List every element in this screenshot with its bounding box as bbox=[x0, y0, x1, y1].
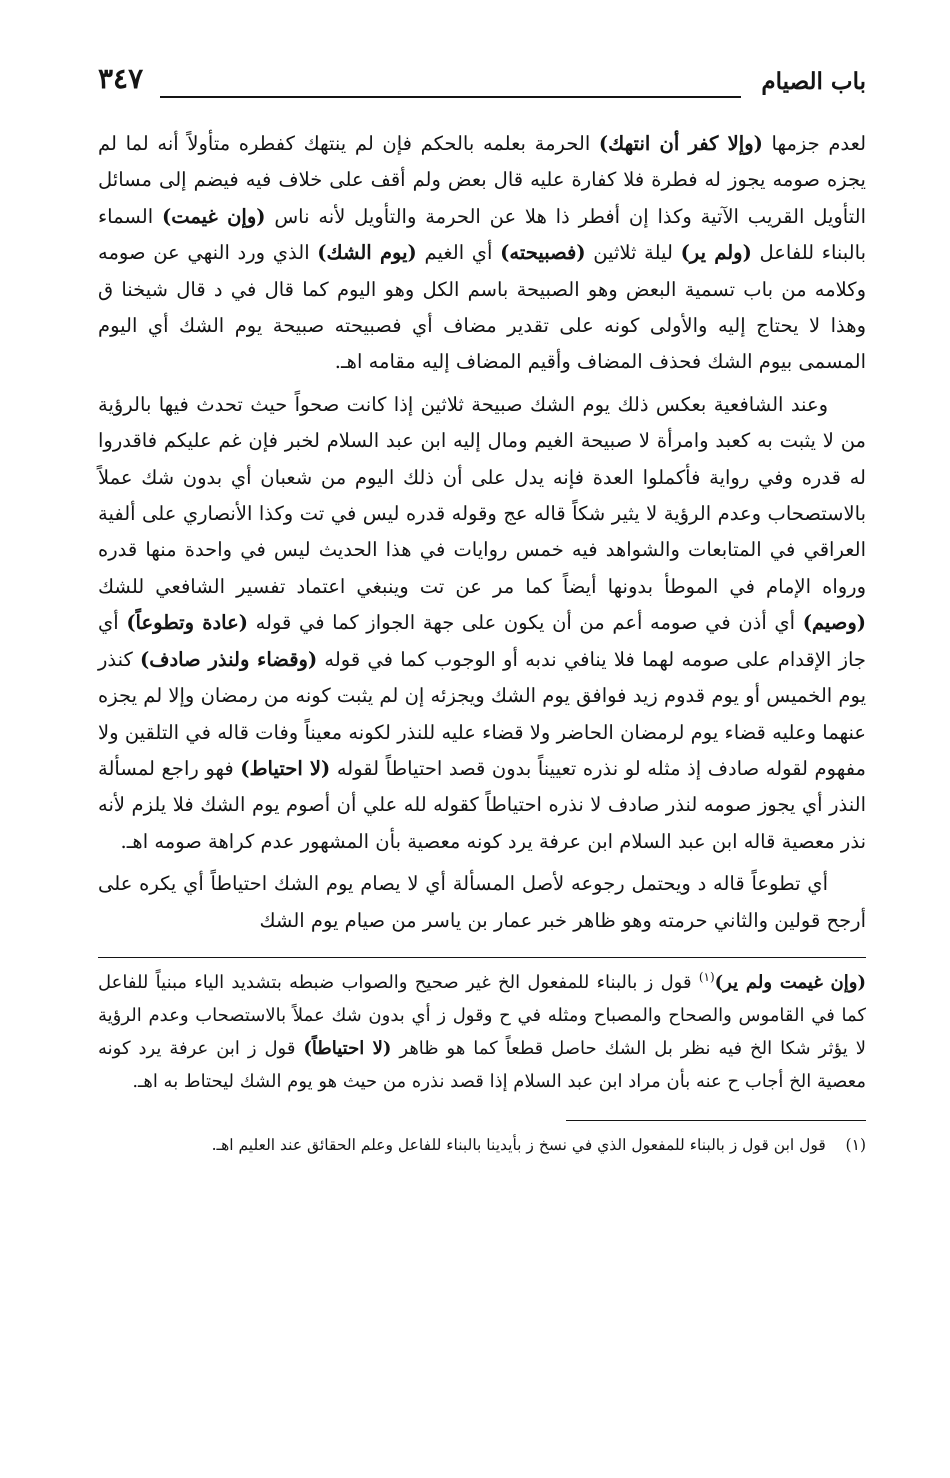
quoted-matn-text: (وصيم) bbox=[802, 611, 866, 635]
quoted-matn-text: (لا احتياطاً) bbox=[303, 1037, 392, 1059]
page bbox=[98, 62, 866, 1159]
footnote-reference: (١) bbox=[698, 969, 715, 984]
quoted-matn-text: (يوم الشك) bbox=[317, 241, 417, 265]
quoted-matn-text: (وإن غيمت) bbox=[161, 204, 266, 228]
commentary-text: قول ز بالبناء للمفعول الخ غير صحيح والصواب ضبطه بتشديد الياء مبنياً للفاعل كما في القاموس والصحاح والمصباح ومثله في ح وقول ز أي بدون شك عملاً بالاستصحاب وعدم الرؤية لا يؤثر شكا الخ فيه نظر بل الشك حاصل قطعاً كما هو ظاهر bbox=[98, 971, 866, 1059]
main-paragraph bbox=[98, 126, 866, 381]
page-number: ٣٤٧ bbox=[98, 62, 144, 95]
main-paragraph bbox=[98, 387, 866, 860]
header-rule bbox=[160, 96, 741, 98]
quoted-matn-text: (وإلا كفر أن انتهك) bbox=[598, 132, 763, 155]
note-paragraph bbox=[98, 966, 866, 1098]
chapter-title: باب الصيام bbox=[761, 68, 866, 95]
commentary-text: أي جاز الإقدام على صومه لهما فلا ينافي ندبه أو الوجوب كما في قوله bbox=[98, 611, 866, 671]
commentary-text: السماء بالبناء للفاعل bbox=[98, 204, 866, 265]
commentary-text: أي تطوعاً قاله د ويحتمل رجوعه لأصل المسألة أي لا يصام يوم الشك احتياطاً أي يكره على أرجح قولين والثاني حرمته وهو ظاهر خبر عمار بن ياسر من صيام يوم الشك bbox=[98, 872, 866, 932]
quoted-matn-text: (فصبيحته) bbox=[500, 241, 586, 265]
commentary-text: الحرمة بعلمه بالحكم فإن لم ينتهك كفطره متأولاً أنه لما لم يجزه صومه يجوز له فطرة فلا كفارة عليه قال بعض ولم أقف على خلاف فيه فيضم إلى مسائل التأويل القريب الآتية وكذا إن أفطر ذا هلا عن الحرمة والتأويل لأنه ناس bbox=[98, 132, 866, 228]
commentary-text: فهو راجع لمسألة النذر أي يجوز صومه لنذر صادف لا نذره احتياطاً كقوله لله علي أن أصوم يوم الشك فلا يلزم لأنه نذر معصية قاله ابن عبد السلام ابن عرفة يرد كونه معصية بأن المشهور عدم كراهة صومه اهـ. bbox=[98, 756, 866, 853]
commentary-separator bbox=[98, 957, 866, 958]
commentary-text: قول ز ابن عرفة يرد كونه معصية الخ أجاب ح عنه بأن مراد ابن عبد السلام إذا قصد نذره من حيث هو يوم الشك ليحتاط به اهـ. bbox=[98, 1037, 866, 1092]
commentary-text: ليلة ثلاثين bbox=[585, 241, 681, 265]
quoted-matn-text: (وقضاء ولنذر صادف) bbox=[140, 647, 318, 671]
commentary-text: الذي ورد النهي عن صومه وكلامه من باب تسمية البعض وهو الصبيحة باسم الكل وهو اليوم كما قال في د قال شيخنا ق وهذا لا يحتاج إليه والأولى كونه على تقدير مضاف أي فصبيحته صبيحة يوم الشك أي اليوم المسمى بيوم الشك فحذف المضاف وأقيم المضاف إليه مقامه اهـ. bbox=[98, 241, 866, 374]
page-header bbox=[98, 62, 866, 102]
commentary-text: أي أذن في صومه أعم من أن يكون على جهة الجواز كما في قوله bbox=[247, 611, 803, 635]
main-text bbox=[98, 126, 866, 939]
commentary-notes bbox=[98, 966, 866, 1098]
quoted-matn-text: (عادة وتطوعاً) bbox=[126, 611, 248, 635]
quoted-matn-text: (لا احتياط) bbox=[240, 756, 331, 780]
commentary-text: أي الغيم bbox=[416, 241, 501, 265]
footnote-separator bbox=[566, 1120, 866, 1121]
main-paragraph bbox=[98, 866, 866, 939]
commentary-text: كنذر يوم الخميس أو يوم قدوم زيد فوافق يوم الشك ويجزئه إن لم يثبت كونه من رمضان وإلا لم يجزه عنهما وعليه قضاء يوم لرمضان الحاضر ولا قضاء عليه للنذر لكونه معيناً وفات قاله في التلقين ولا مفهوم لقوله صادف إذ مثله لو نذره تعييناً بدون قصد احتياطاً لقوله bbox=[98, 647, 866, 780]
commentary-text: لعدم جزمها bbox=[762, 132, 867, 155]
footnote bbox=[98, 1131, 866, 1159]
footnote-marker: (١) bbox=[845, 1135, 866, 1154]
quoted-matn-text: (وإن غيمت ولم ير) bbox=[714, 971, 866, 993]
quoted-matn-text: (ولم ير) bbox=[680, 241, 752, 265]
commentary-text: وعند الشافعية بعكس ذلك يوم الشك صبيحة ثلاثين إذا كانت صحواً حيث تحدث فيها بالرؤية من لا يثبت به كعبد وامرأة لا صبيحة الغيم ومال إليه ابن عبد السلام لخبر فإن غم عليكم فاقدروا له قدره وفي رواية فأكملوا العدة فإنه يدل على أن ذلك اليوم من شعبان أي بدون شك عملاً بالاستصحاب وعدم الرؤية لا يثير شكاً قاله عج وقوله قدره ليس في تت وكذا الأنصاري على ألفية العراقي في المتابعات والشواهد فيه خمس روايات في هذا الحديث ليس في واحدة منها قدره ورواه الإمام في الموطأ بدونها أيضاً كما مر عن تت وينبغي اعتماد تفسير الشافعي للشك bbox=[98, 392, 866, 598]
footnote-text: قول ابن قول ز بالبناء للمفعول الذي في نسخ ز بأيدينا بالبناء للفاعل وعلم الحقائق عند العليم اهـ. bbox=[211, 1135, 826, 1154]
